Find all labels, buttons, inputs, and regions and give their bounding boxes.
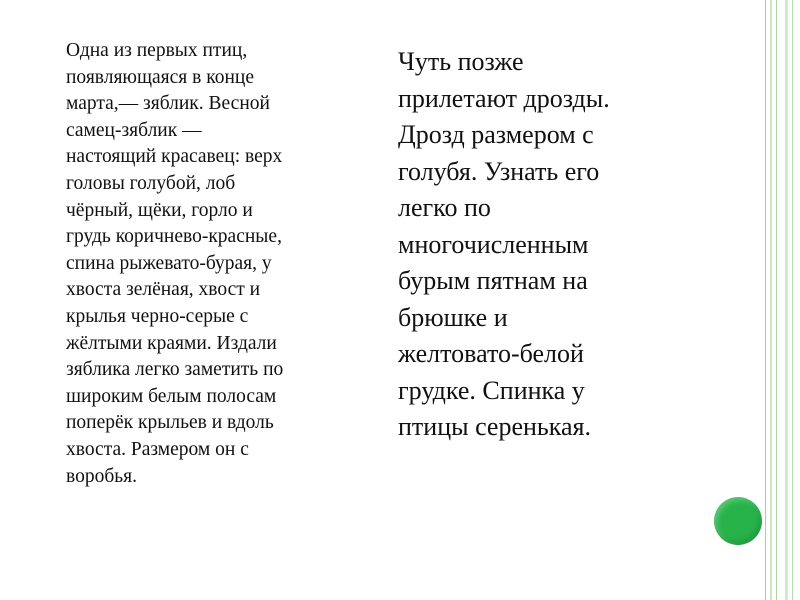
decorative-border-line <box>765 0 766 600</box>
green-circle-decoration <box>714 497 762 545</box>
left-text-block: Одна из первых птиц, появляющаяся в конце марта,— зяблик. Весной самец-зяблик — настоящий красавец: верх головы голубой, лоб чёрный, щёки, горло и грудь коричнево-красные, спина рыжевато-бурая, у хвоста зелёная, хвост и крылья черно-серые с жёлтыми краями. Издали зяблика легко заметить по широким белым полосам поперёк крыльев и вдоль хвоста. Размером он с воробья. <box>66 40 284 487</box>
decorative-border-line <box>770 0 772 600</box>
decorative-border-line <box>776 0 777 600</box>
right-text-block: Чуть позже прилетают дрозды. Дрозд размером с голубя. Узнать его легко по многочисленным бурым пятнам на брюшке и желтовато-белой грудке. Спинка у птицы серенькая. <box>398 47 610 441</box>
decorative-border-line <box>792 0 793 600</box>
decorative-border-line <box>785 0 788 600</box>
